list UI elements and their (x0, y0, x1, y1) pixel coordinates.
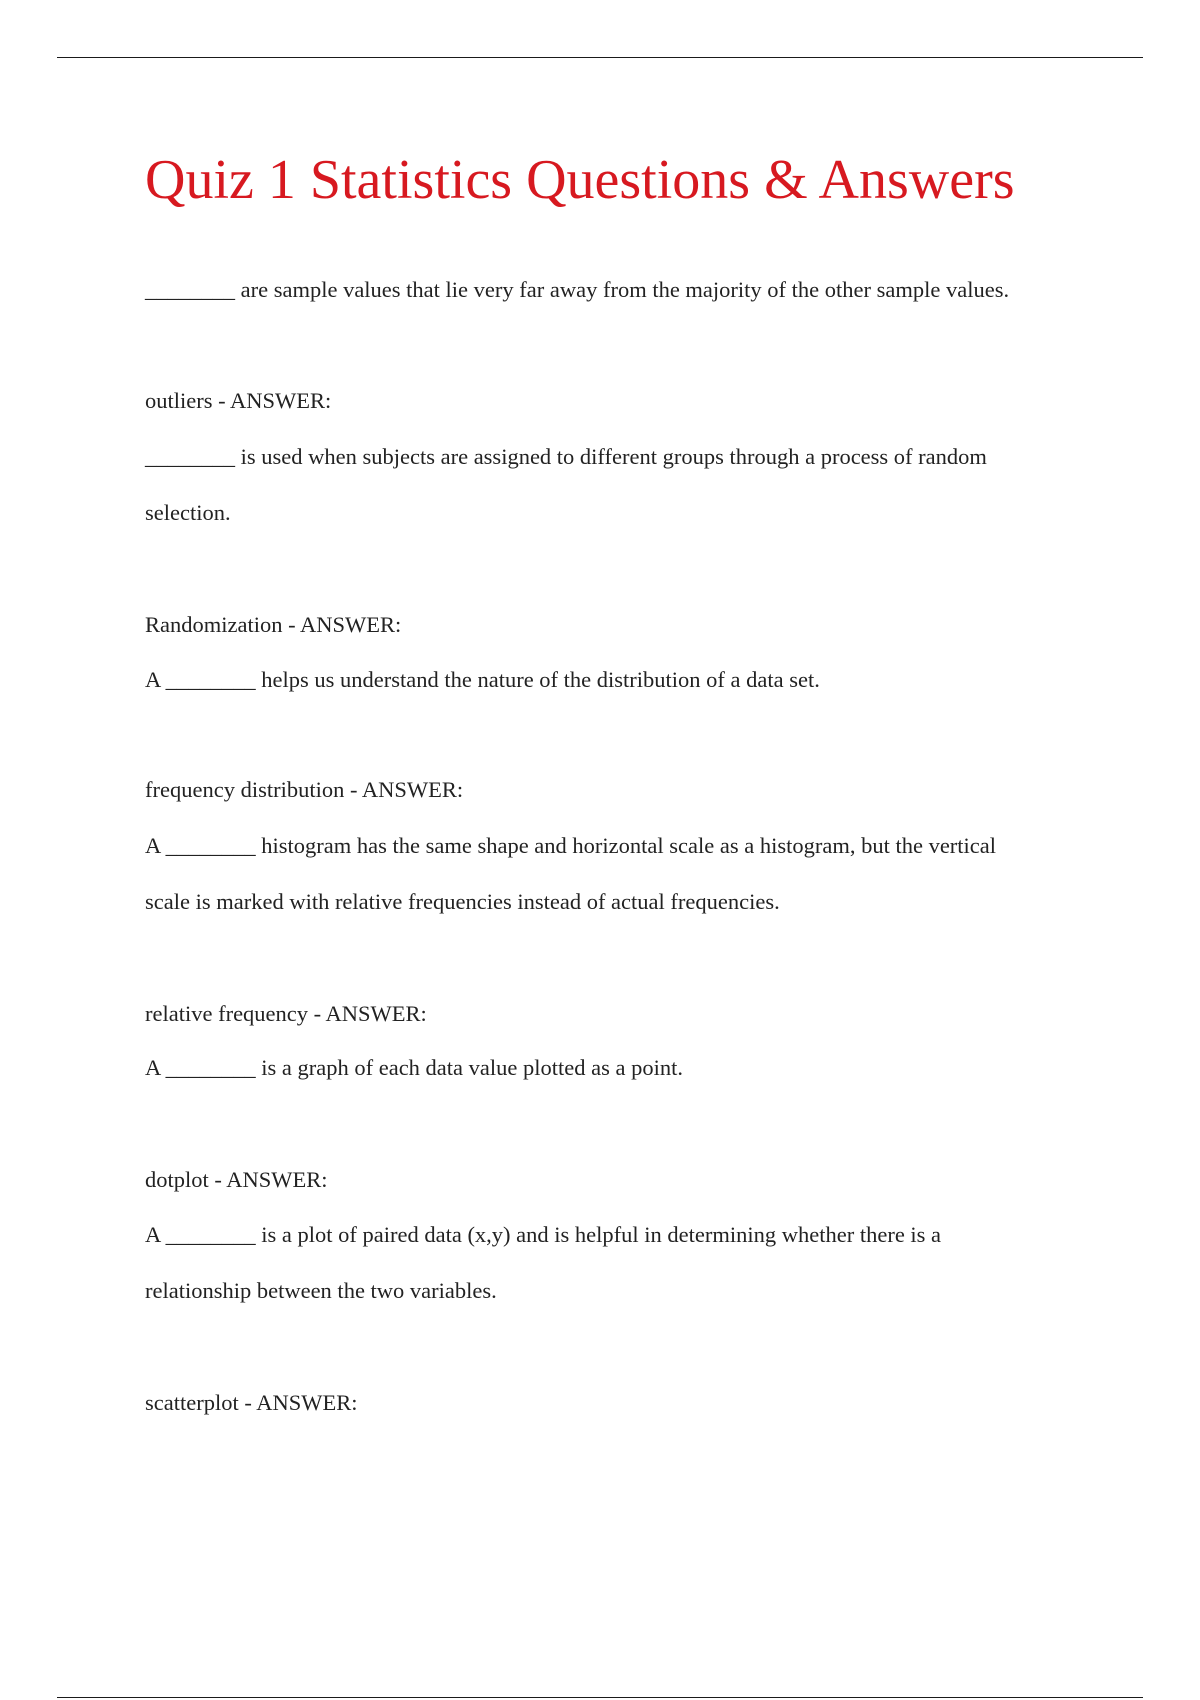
question-line: A ________ histogram has the same shape and horizontal scale as a histogram, but the vertical (145, 833, 997, 858)
answer-line: Randomization - ANSWER: (145, 612, 402, 637)
question-text (145, 1207, 1140, 1319)
question-line: scale is marked with relative frequencies instead of actual frequencies. (145, 889, 780, 914)
question-line: relationship between the two variables. (145, 1278, 497, 1303)
top-rule (57, 57, 1143, 58)
question-line: A ________ is a graph of each data value plotted as a point. (145, 1055, 683, 1080)
answer-text (145, 597, 1140, 653)
answer-text (145, 762, 1140, 818)
answer-line: dotplot - ANSWER: (145, 1167, 328, 1192)
question-text (145, 1040, 1140, 1096)
answer-line: scatterplot - ANSWER: (145, 1390, 358, 1415)
document-title: Quiz 1 Statistics Questions & Answers (145, 149, 1015, 211)
question-line: selection. (145, 500, 231, 525)
question-text (145, 262, 1140, 318)
question-text (145, 652, 1140, 708)
question-text (145, 818, 1140, 930)
bottom-rule (57, 1697, 1143, 1698)
answer-text (145, 1375, 1140, 1431)
answer-line: frequency distribution - ANSWER: (145, 777, 464, 802)
answer-text (145, 986, 1140, 1042)
answer-text (145, 1152, 1140, 1208)
answer-line: relative frequency - ANSWER: (145, 1001, 427, 1026)
question-line: A ________ is a plot of paired data (x,y) and is helpful in determining whether there is a (145, 1222, 942, 1247)
question-line: A ________ helps us understand the nature of the distribution of a data set. (145, 667, 820, 692)
question-text (145, 429, 1140, 541)
answer-line: outliers - ANSWER: (145, 388, 332, 413)
question-line: ________ are sample values that lie very far away from the majority of the other sample values. (145, 277, 1010, 302)
answer-text (145, 373, 1140, 429)
question-line: ________ is used when subjects are assigned to different groups through a process of random (145, 444, 987, 469)
